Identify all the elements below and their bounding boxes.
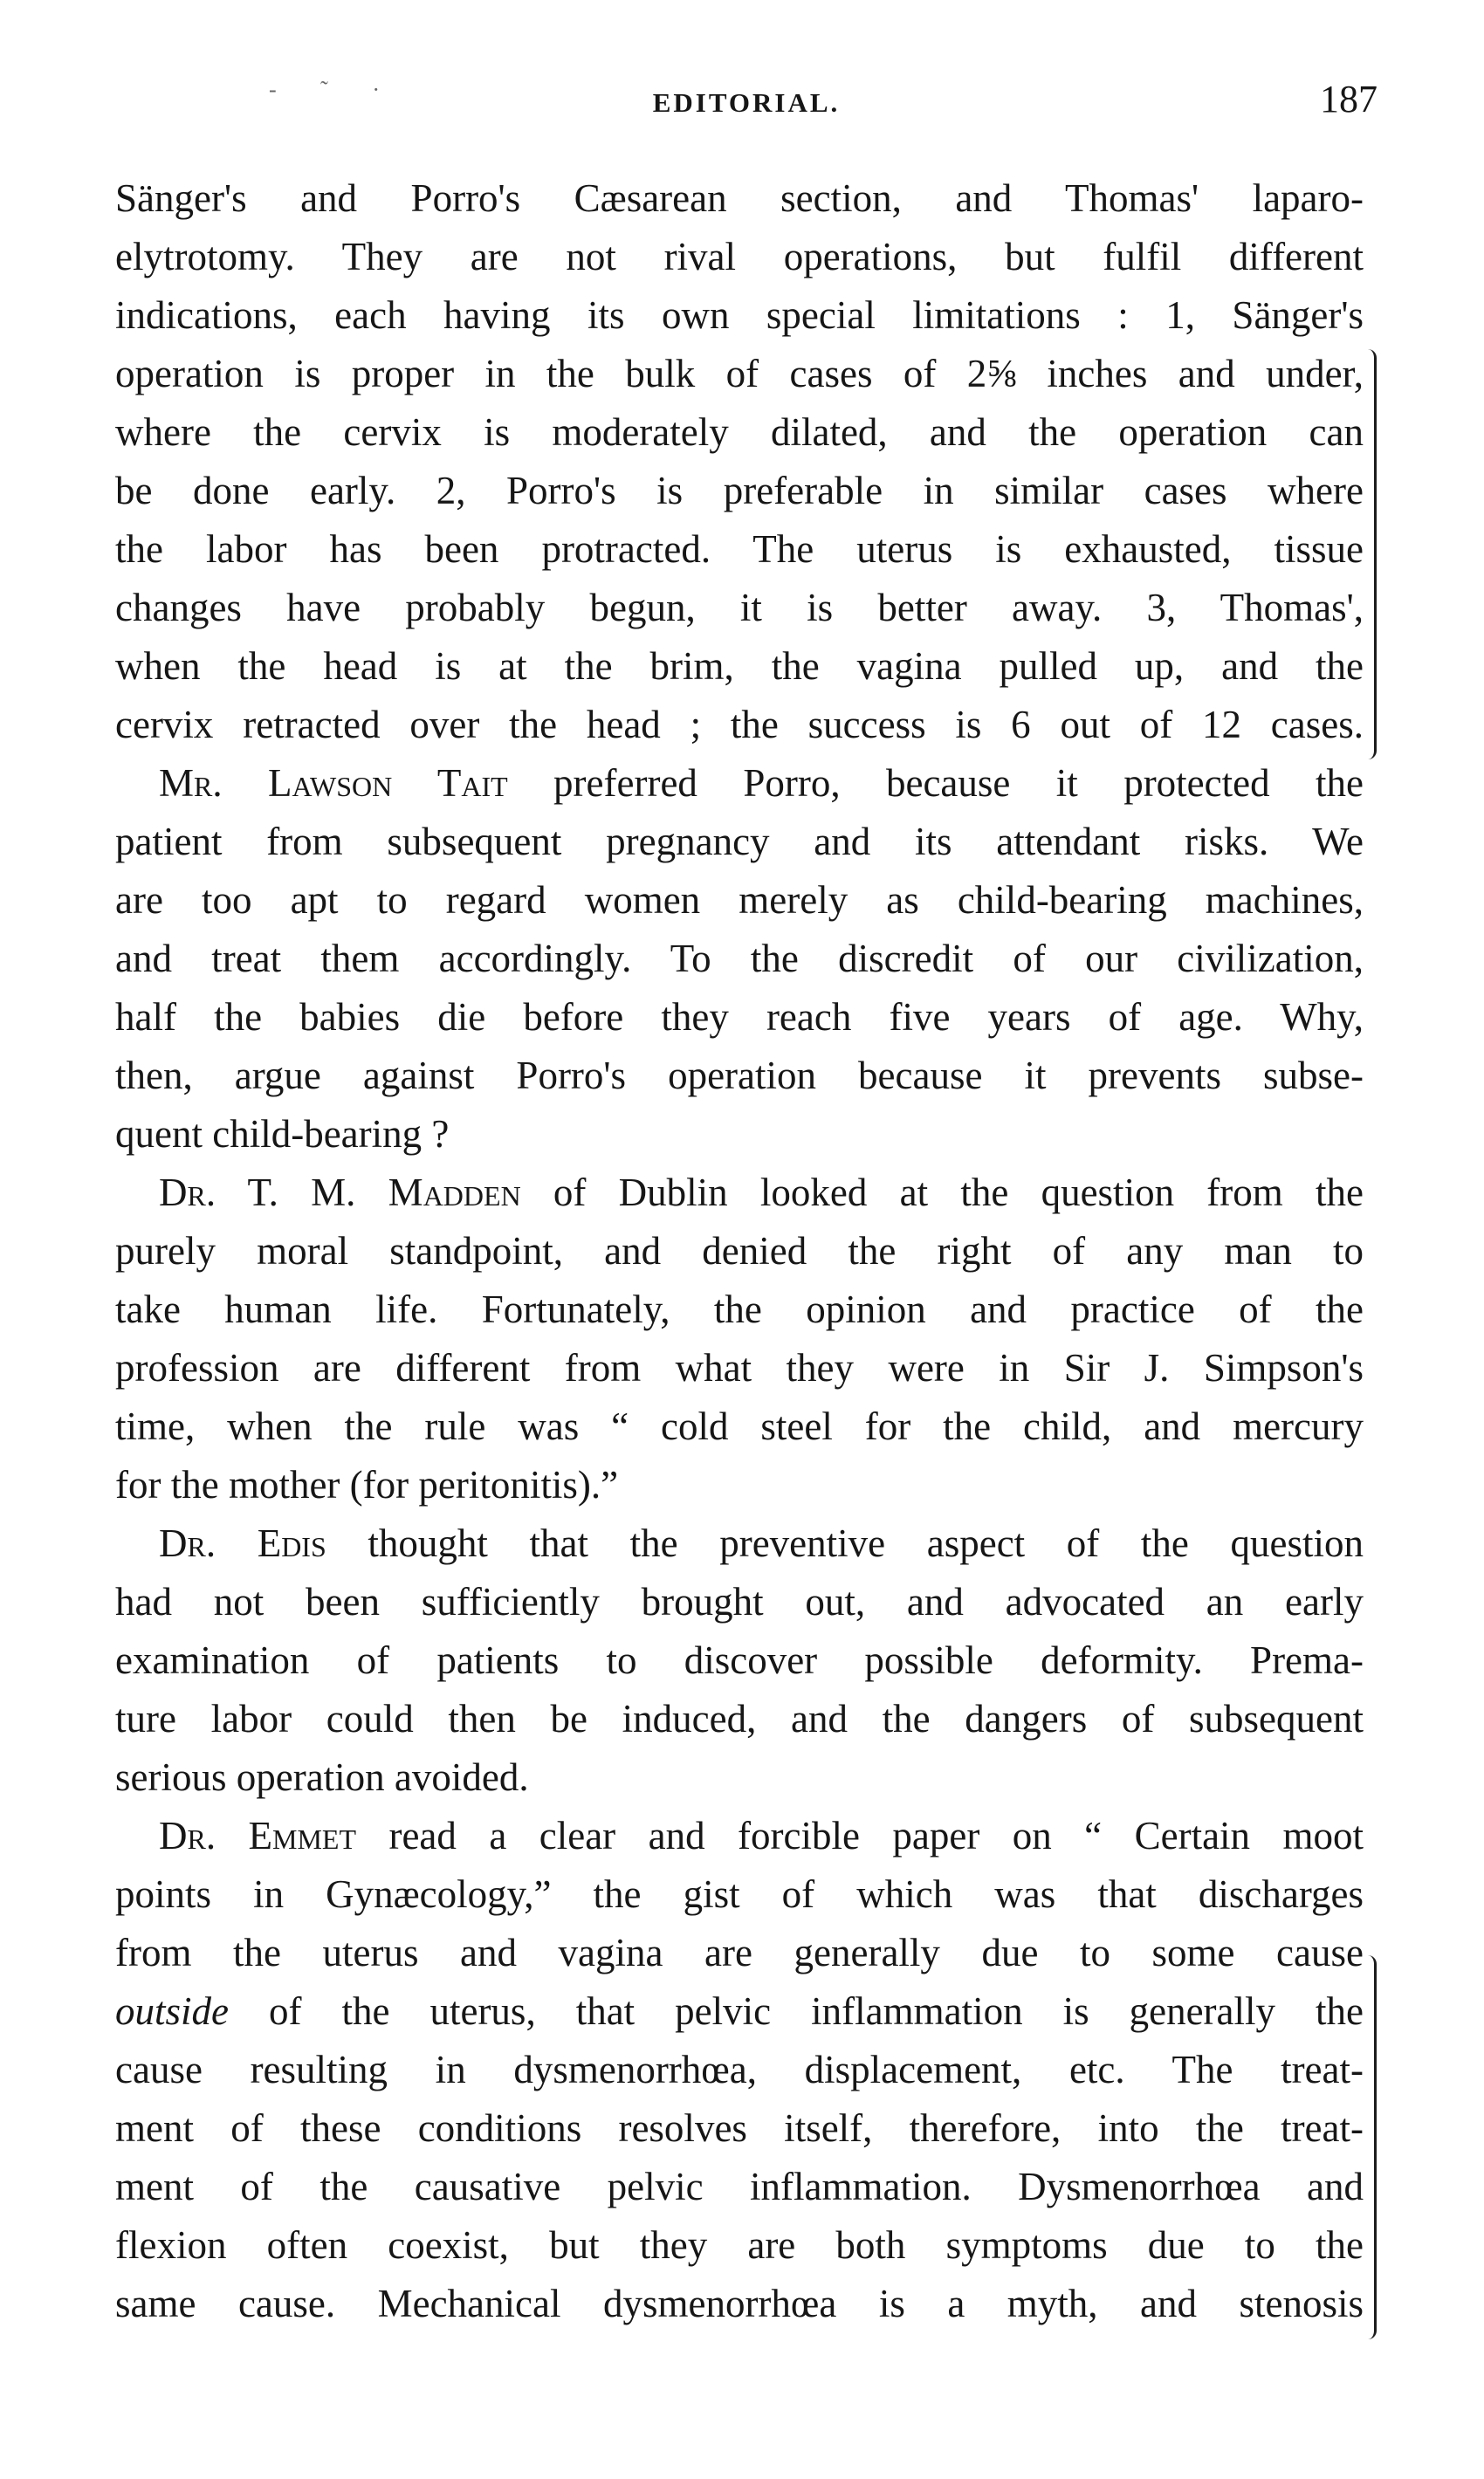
margin-bracket-mark <box>1362 1955 1377 2339</box>
text-line <box>115 1982 1364 2041</box>
text-line: had not been sufficiently brought out, and advocated an early <box>115 1580 1364 1624</box>
text-line: the labor has been protracted. The uterus is exhausted, tissue <box>115 527 1364 571</box>
line-rest: preferred Porro, because it protected the <box>507 761 1364 805</box>
text-line: purely moral standpoint, and denied the right of any man to <box>115 1229 1364 1273</box>
paragraph <box>115 1164 1364 1514</box>
text-line: ment of these conditions resolves itself, therefore, into the treat- <box>115 2106 1364 2150</box>
margin-bracket-mark <box>1362 349 1377 759</box>
text-line: when the head is at the brim, the vagina pulled up, and the <box>115 644 1364 688</box>
text-line: are too apt to regard women merely as child-bearing machines, <box>115 878 1364 922</box>
print-specks: - ˜ · <box>269 77 399 102</box>
speaker-name: Dr. T. M. Madden <box>159 1171 521 1214</box>
text-line: serious operation avoided. <box>115 1755 529 1799</box>
line-rest: read a clear and forcible paper on “ Certain moot <box>356 1814 1364 1858</box>
text-line: elytrotomy. They are not rival operations, but fulfil different <box>115 235 1364 278</box>
text-line <box>115 1164 1364 1222</box>
text-line: cervix retracted over the head ; the success is 6 out of 12 cases. <box>115 703 1364 746</box>
line-rest: of the uterus, that pelvic inflammation is generally the <box>229 1989 1364 2033</box>
text-line: for the mother (for peritonitis).” <box>115 1463 619 1507</box>
paragraph <box>115 169 1364 754</box>
text-line: from the uterus and vagina are generally due to some cause <box>115 1931 1364 1974</box>
text-line <box>115 754 1364 813</box>
text-line: operation is proper in the bulk of cases of 2⅝ inches and under, <box>115 352 1364 395</box>
speaker-name: Mr. Lawson Tait <box>159 761 508 805</box>
text-line <box>115 1807 1364 1865</box>
text-line: and treat them accordingly. To the discredit of our civilization, <box>115 937 1364 980</box>
paragraph <box>115 1807 1364 2333</box>
page-number: 187 <box>1320 78 1378 120</box>
body-text <box>115 169 1364 2333</box>
text-line: same cause. Mechanical dysmenorrhœa is a myth, and stenosis <box>115 2282 1364 2325</box>
text-line: ture labor could then be induced, and the dangers of subsequent <box>115 1697 1364 1741</box>
text-line: time, when the rule was “ cold steel for the child, and mercury <box>115 1404 1364 1448</box>
text-line: flexion often coexist, but they are both symptoms due to the <box>115 2223 1364 2267</box>
text-line: ment of the causative pelvic inflammation. Dysmenorrhœa and <box>115 2165 1364 2208</box>
speaker-name: Dr. Edis <box>159 1521 326 1565</box>
text-line: patient from subsequent pregnancy and its attendant risks. We <box>115 820 1364 863</box>
paragraph <box>115 1514 1364 1807</box>
running-head-title: EDITORIAL. <box>652 87 841 118</box>
text-line: Sänger's and Porro's Cæsarean section, and Thomas' laparo- <box>115 176 1364 220</box>
text-line: be done early. 2, Porro's is preferable in similar cases where <box>115 469 1364 512</box>
line-rest: thought that the preventive aspect of the question <box>326 1521 1364 1565</box>
text-line: half the babies die before they reach five years of age. Why, <box>115 995 1364 1039</box>
line-rest: of Dublin looked at the question from the <box>520 1171 1364 1214</box>
italic-word: outside <box>115 1989 229 2033</box>
text-line: examination of patients to discover possible deformity. Prema- <box>115 1638 1364 1682</box>
text-line: take human life. Fortunately, the opinion and practice of the <box>115 1288 1364 1331</box>
text-line: cause resulting in dysmenorrhœa, displacement, etc. The treat- <box>115 2048 1364 2091</box>
text-line: quent child-bearing ? <box>115 1112 450 1156</box>
text-line: then, argue against Porro's operation because it prevents subse- <box>115 1054 1364 1097</box>
speaker-name: Dr. Emmet <box>159 1814 357 1858</box>
text-line: points in Gynæcology,” the gist of which was that discharges <box>115 1872 1364 1916</box>
text-line: where the cervix is moderately dilated, and the operation can <box>115 410 1364 454</box>
text-line <box>115 1514 1364 1573</box>
text-line: indications, each having its own special limitations : 1, Sänger's <box>115 293 1364 337</box>
paragraph <box>115 754 1364 1164</box>
running-head <box>115 75 1378 136</box>
text-line: changes have probably begun, it is better away. 3, Thomas', <box>115 586 1364 629</box>
text-line: profession are different from what they were in Sir J. Simpson's <box>115 1346 1364 1390</box>
